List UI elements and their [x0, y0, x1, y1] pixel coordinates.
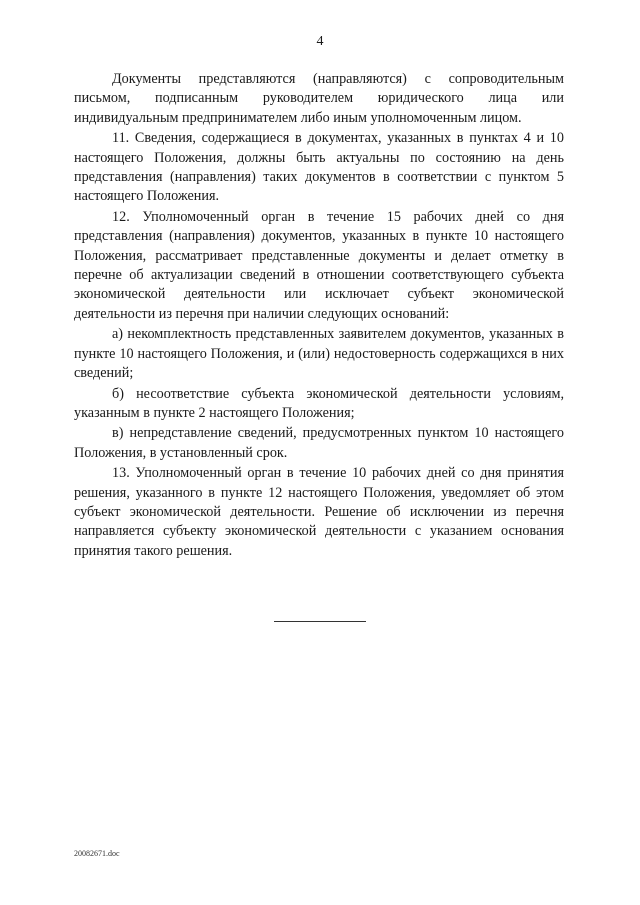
document-body — [74, 70, 564, 561]
paragraph-item-12: 12. Уполномоченный орган в течение 15 рабочих дней со дня представления (направления) документов, указанных в пункте 10 настоящего Положения, рассматривает представленные документы и делает отметку в перечне об актуализации сведений в отношении соответствующего субъекта экономической деятельности или исключает субъект экономической деятельности из перечня при наличии следующих оснований: — [74, 208, 564, 322]
paragraph-subitem-a: а) некомплектность представленных заявителем документов, указанных в пункте 10 настоящего Положения, и (или) недостоверность содержащихся в них сведений; — [74, 326, 564, 382]
paragraph-item-13: 13. Уполномоченный орган в течение 10 рабочих дней со дня принятия решения, указанного в пункте 12 настоящего Положения, уведомляет об этом субъект экономической деятельности. Решение об исключении из перечня направляется субъекту экономической деятельности с указанием основания принятия такого решения. — [74, 465, 564, 559]
paragraph-documents-submission: Документы представляются (направляются) с сопроводительным письмом, подписанным руководителем юридического лица или индивидуальным предпринимателем либо иным уполномоченным лицом. — [74, 71, 564, 126]
paragraph-subitem-b: б) несоответствие субъекта экономической деятельности условиям, указанным в пункте 2 настоящего Положения; — [74, 385, 564, 421]
end-divider-line — [274, 621, 366, 622]
file-name-footer: 20082671.doc — [74, 849, 120, 858]
page-number: 4 — [316, 34, 324, 49]
paragraph-subitem-v: в) непредставление сведений, предусмотренных пунктом 10 настоящего Положения, в установленный срок. — [74, 425, 564, 461]
paragraph-item-11: 11. Сведения, содержащиеся в документах, указанных в пунктах 4 и 10 настоящего Положения, должны быть актуальны по состоянию на день представления (направления) таких документов в соответствии с пунктом 5 настоящего Положения. — [74, 130, 564, 205]
